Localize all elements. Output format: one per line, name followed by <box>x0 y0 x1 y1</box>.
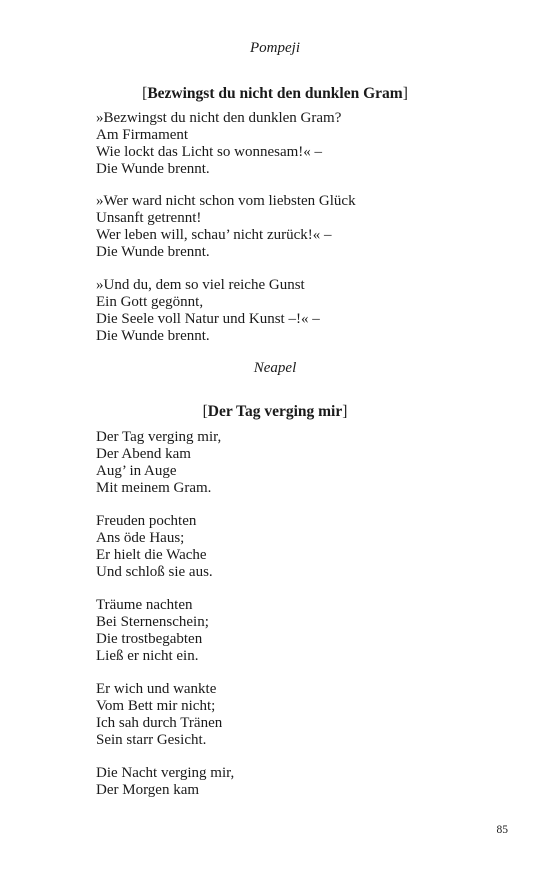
verse-line: Freuden pochten <box>96 513 197 529</box>
poem-title-2 <box>0 403 550 421</box>
verse-line: Wie lockt das Licht so wonnesam!« – <box>96 144 323 160</box>
place-heading-pompeji: Pompeji <box>250 40 300 56</box>
verse-line: »Wer ward nicht schon vom liebsten Glück <box>96 193 356 209</box>
verse-line: Die Seele voll Natur und Kunst –!« – <box>96 311 320 327</box>
poem-title-text: Der Tag verging mir <box>207 403 343 420</box>
place-heading-neapel: Neapel <box>253 360 297 376</box>
verse-line: Mit meinem Gram. <box>96 480 212 496</box>
verse-line: Vom Bett mir nicht; <box>96 698 216 714</box>
stanza <box>96 513 213 581</box>
verse-line: Die Wunde brennt. <box>96 244 210 260</box>
stanza <box>96 277 320 345</box>
title-bracket-close: ] <box>402 85 408 102</box>
title-bracket-close: ] <box>342 403 348 420</box>
stanza <box>96 597 209 665</box>
stanza <box>96 193 356 261</box>
verse-line: Er hielt die Wache <box>96 547 207 563</box>
verse-line: Träume nachten <box>96 597 193 613</box>
verse-line: Ich sah durch Tränen <box>96 715 223 731</box>
title-bracket-open: [ <box>142 85 148 102</box>
verse-line: Ans öde Haus; <box>96 530 185 546</box>
verse-line: Er wich und wankte <box>96 681 217 697</box>
page-number: 85 <box>496 824 508 836</box>
poem-title-1 <box>0 85 550 103</box>
verse-line: Die Nacht verging mir, <box>96 765 235 781</box>
verse-line: Der Morgen kam <box>96 782 200 798</box>
verse-line: Ein Gott gegönnt, <box>96 294 204 310</box>
verse-line: Und schloß sie aus. <box>96 564 213 580</box>
verse-line: Die Wunde brennt. <box>96 161 210 177</box>
verse-line: Bei Sternenschein; <box>96 614 209 630</box>
verse-line: »Bezwingst du nicht den dunklen Gram? <box>96 110 342 126</box>
title-bracket-open: [ <box>202 403 208 420</box>
verse-line: Aug’ in Auge <box>96 463 177 479</box>
verse-line: Ließ er nicht ein. <box>96 648 199 664</box>
stanza <box>96 429 221 497</box>
verse-line: Der Tag verging mir, <box>96 429 222 445</box>
verse-line: Unsanft getrennt! <box>96 210 202 226</box>
stanza <box>96 681 222 749</box>
verse-line: Die Wunde brennt. <box>96 328 210 344</box>
poem-title-text: Bezwingst du nicht den dunklen Gram <box>147 85 403 102</box>
stanza <box>96 110 341 178</box>
verse-line: Sein starr Gesicht. <box>96 732 207 748</box>
verse-line: Die trostbegabten <box>96 631 203 647</box>
verse-line: Der Abend kam <box>96 446 191 462</box>
verse-line: Wer leben will, schau’ nicht zurück!« – <box>96 227 332 243</box>
stanza <box>96 765 234 799</box>
verse-line: Am Firmament <box>96 127 189 143</box>
verse-line: »Und du, dem so viel reiche Gunst <box>96 277 305 293</box>
